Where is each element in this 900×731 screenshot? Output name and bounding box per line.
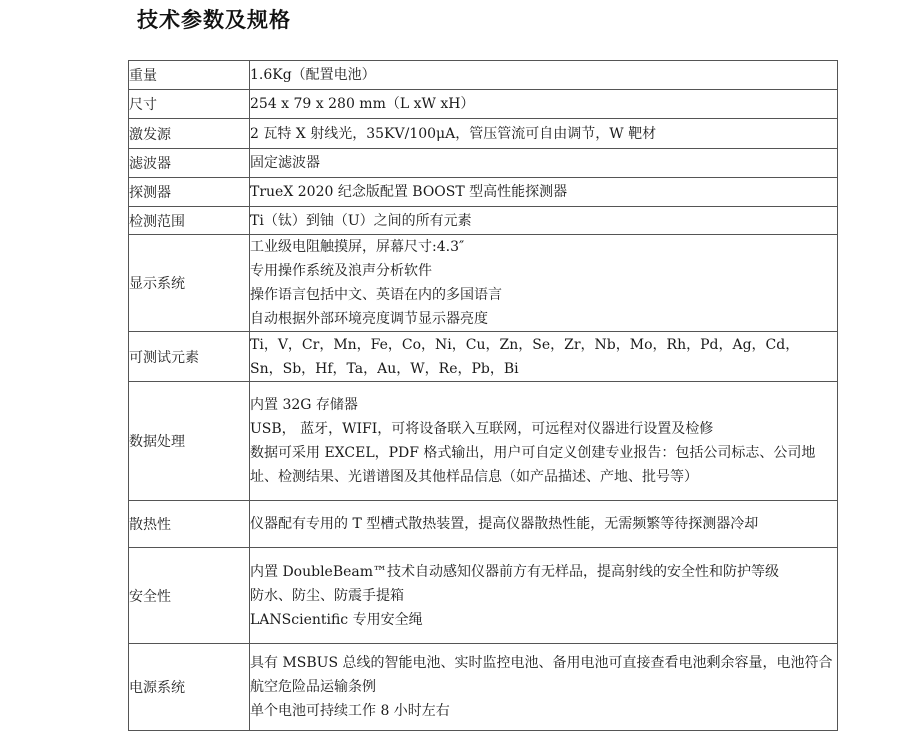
- table-row: [129, 178, 838, 207]
- row-value: [250, 501, 838, 548]
- row-value: [250, 178, 838, 207]
- table-row: [129, 119, 838, 149]
- value-line: 工业级电阻触摸屏，屏幕尺寸:4.3″: [250, 239, 465, 255]
- value-line: 防水、防尘、防震手提箱: [250, 587, 404, 604]
- row-label: 散热性: [129, 501, 250, 548]
- row-label: 可测试元素: [129, 332, 250, 382]
- value-line: 具有 MSBUS 总线的智能电池、实时监控电池、备用电池可直接查看电池剩余容量，电池符合航空危险品运输条例: [250, 655, 833, 695]
- table-row: [129, 207, 838, 235]
- row-value: [250, 90, 838, 119]
- value-line: USB， 蓝牙，WIFI，可将设备联入互联网，可远程对仪器进行设置及检修: [250, 421, 714, 437]
- table-row: [129, 382, 838, 501]
- page-title: 技术参数及规格: [137, 8, 291, 32]
- value-line: 2 瓦特 X 射线光，35KV/100μA，管压管流可自由调节，W 靶材: [250, 125, 657, 142]
- row-label: 安全性: [129, 548, 250, 644]
- row-label: 重量: [129, 61, 250, 90]
- row-value: [250, 149, 838, 178]
- table-row: [129, 235, 838, 332]
- value-line: 254 x 79 x 280 mm（L xW xH）: [250, 96, 475, 112]
- row-value: [250, 119, 838, 149]
- value-line: 仪器配有专用的 T 型槽式散热装置，提高仪器散热性能，无需频繁等待探测器冷却: [250, 516, 759, 532]
- value-line: 操作语言包括中文、英语在内的多国语言: [250, 287, 502, 303]
- row-label: 尺寸: [129, 90, 250, 119]
- row-value: [250, 61, 838, 90]
- table-row: [129, 548, 838, 644]
- table-row: [129, 149, 838, 178]
- value-line: 内置 DoubleBeam™技术自动感知仪器前方有无样品，提高射线的安全性和防护等级: [250, 563, 780, 580]
- row-label: 显示系统: [129, 235, 250, 332]
- value-line: 专用操作系统及浪声分析软件: [250, 263, 432, 279]
- row-value: [250, 382, 838, 501]
- value-line: 自动根据外部环境亮度调节显示器亮度: [250, 311, 488, 327]
- value-line: Sn，Sb，Hf，Ta，Au，W，Re，Pb，Bi: [250, 360, 519, 377]
- row-label: 滤波器: [129, 149, 250, 178]
- row-label: 检测范围: [129, 207, 250, 235]
- row-label: 电源系统: [129, 644, 250, 731]
- row-label: 激发源: [129, 119, 250, 149]
- value-line: 1.6Kg（配置电池）: [250, 67, 376, 83]
- row-value: [250, 207, 838, 235]
- table-row: [129, 332, 838, 382]
- row-label: 探测器: [129, 178, 250, 207]
- row-value: [250, 644, 838, 731]
- value-line: TrueX 2020 纪念版配置 BOOST 型高性能探测器: [250, 184, 568, 200]
- table-row: [129, 501, 838, 548]
- value-line: Ti，V，Cr，Mn，Fe，Co，Ni，Cu，Zn，Se，Zr，Nb，Mo，Rh，Pd，Ag，Cd，: [250, 336, 800, 353]
- row-value: [250, 548, 838, 644]
- table-row: [129, 61, 838, 90]
- value-line: 数据可采用 EXCEL，PDF 格式输出，用户可自定义创建专业报告：包括公司标志、公司地址、检测结果、光谱谱图及其他样品信息（如产品描述、产地、批号等）: [250, 445, 816, 485]
- value-line: 单个电池可持续工作 8 小时左右: [250, 703, 450, 719]
- row-value: [250, 235, 838, 332]
- value-line: Ti（钛）到铀（U）之间的所有元素: [250, 212, 472, 229]
- row-label: 数据处理: [129, 382, 250, 501]
- value-line: 固定滤波器: [250, 155, 320, 171]
- spec-table: [128, 60, 838, 731]
- value-line: 内置 32G 存储器: [250, 397, 358, 413]
- table-row: [129, 90, 838, 119]
- value-line: LANScientific 专用安全绳: [250, 611, 423, 628]
- table-row: [129, 644, 838, 731]
- row-value: [250, 332, 838, 382]
